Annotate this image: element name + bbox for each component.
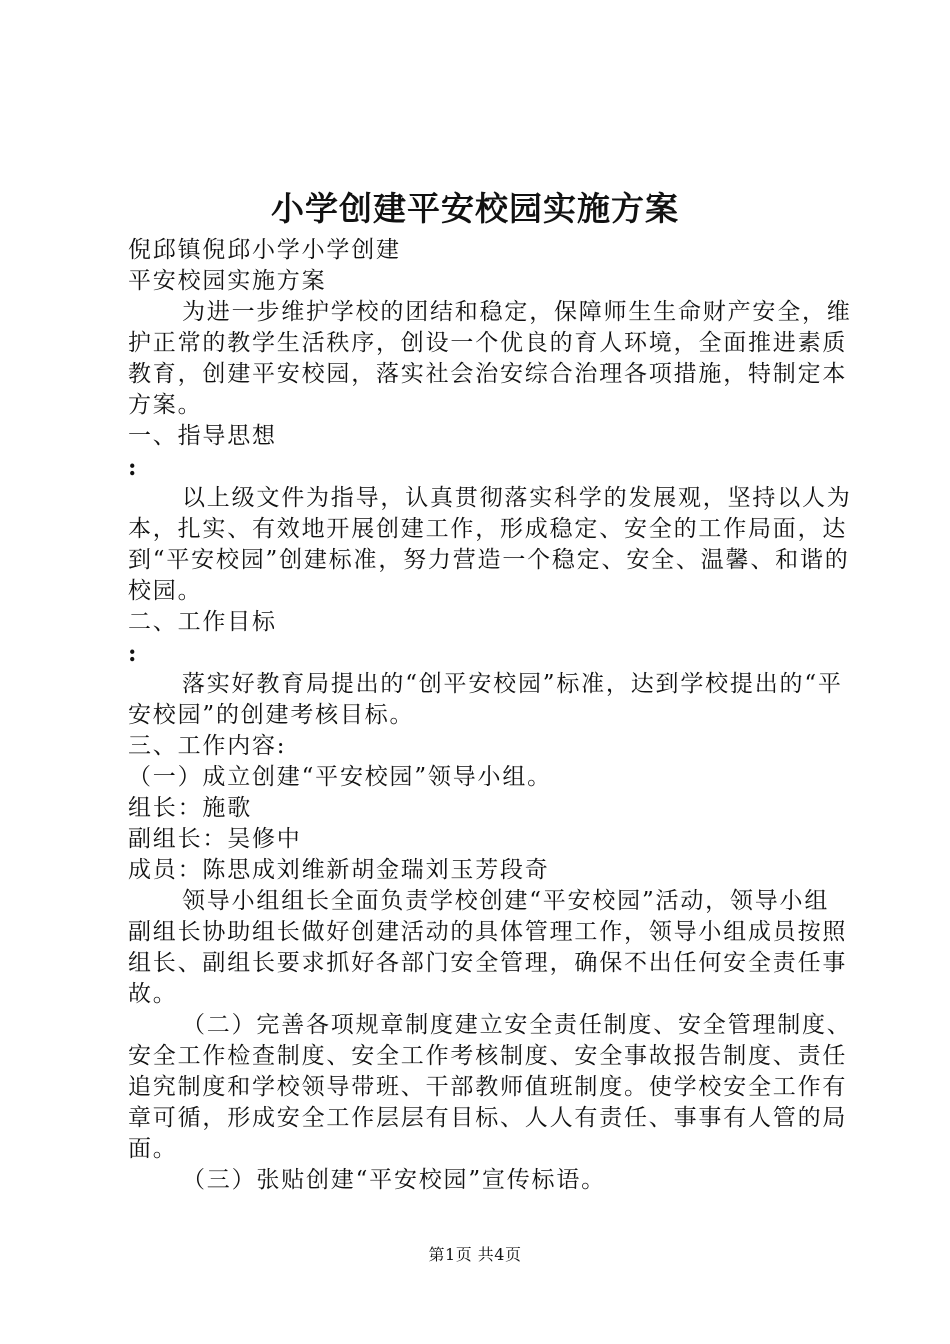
section-colon: :	[128, 640, 139, 667]
subtitle-line: 平安校园实施方案	[128, 268, 327, 294]
subsection-one: （一）成立创建“平安校园”领导小组。	[128, 764, 552, 790]
page-footer: 第1页 共4页	[428, 1245, 522, 1264]
members-line: 成员：陈思成刘维新胡金瑞刘玉芳段奇	[128, 857, 550, 883]
leader-line: 组长：施歌	[128, 795, 252, 821]
org-line: 倪邱镇倪邱小学小学创建	[128, 237, 401, 263]
guiding-ideology-paragraph: 以上级文件为指导，认真贯彻落实科学的发展观，坚持以人为本，扎实、有效地开展创建工作，形成稳定、安全的工作局面，达到“平安校园”创建标准，努力营造一个稳定、安全、温馨、和谐的校园。	[128, 485, 852, 604]
intro-paragraph: 为进一步维护学校的团结和稳定，保障师生生命财产安全，维护正常的教学生活秩序，创设一个优良的育人环境，全面推进素质教育，创建平安校园，落实社会治安综合治理各项措施，特制定本方案。	[128, 299, 852, 418]
document-title: 小学创建平安校园实施方案	[271, 189, 679, 228]
section-heading-work-goals: 二、工作目标	[128, 609, 277, 635]
section-colon: :	[128, 454, 139, 481]
deputy-leader-line: 副组长：吴修中	[128, 826, 302, 852]
section-heading-guiding-ideology: 一、指导思想	[128, 423, 277, 449]
section-heading-work-content: 三、工作内容:	[128, 733, 287, 759]
work-goals-paragraph: 落实好教育局提出的“创平安校园”标准，达到学校提出的“平安校园”的创建考核目标。	[128, 671, 843, 728]
subsection-three: （三）张贴创建“平安校园”宣传标语。	[182, 1167, 606, 1193]
document-body	[128, 235, 852, 1196]
subsection-two-paragraph: （二）完善各项规章制度建立安全责任制度、安全管理制度、安全工作检查制度、安全工作考核制度、安全事故报告制度、责任追究制度和学校领导带班、干部教师值班制度。使学校安全工作有章可循，形成安全工作层层有目标、人人有责任、事事有人管的局面。	[128, 1012, 852, 1162]
leadership-paragraph: 领导小组组长全面负责学校创建“平安校园”活动，领导小组副组长协助组长做好创建活动的具体管理工作，领导小组成员按照组长、副组长要求抓好各部门安全管理，确保不出任何安全责任事故。	[128, 888, 848, 1007]
